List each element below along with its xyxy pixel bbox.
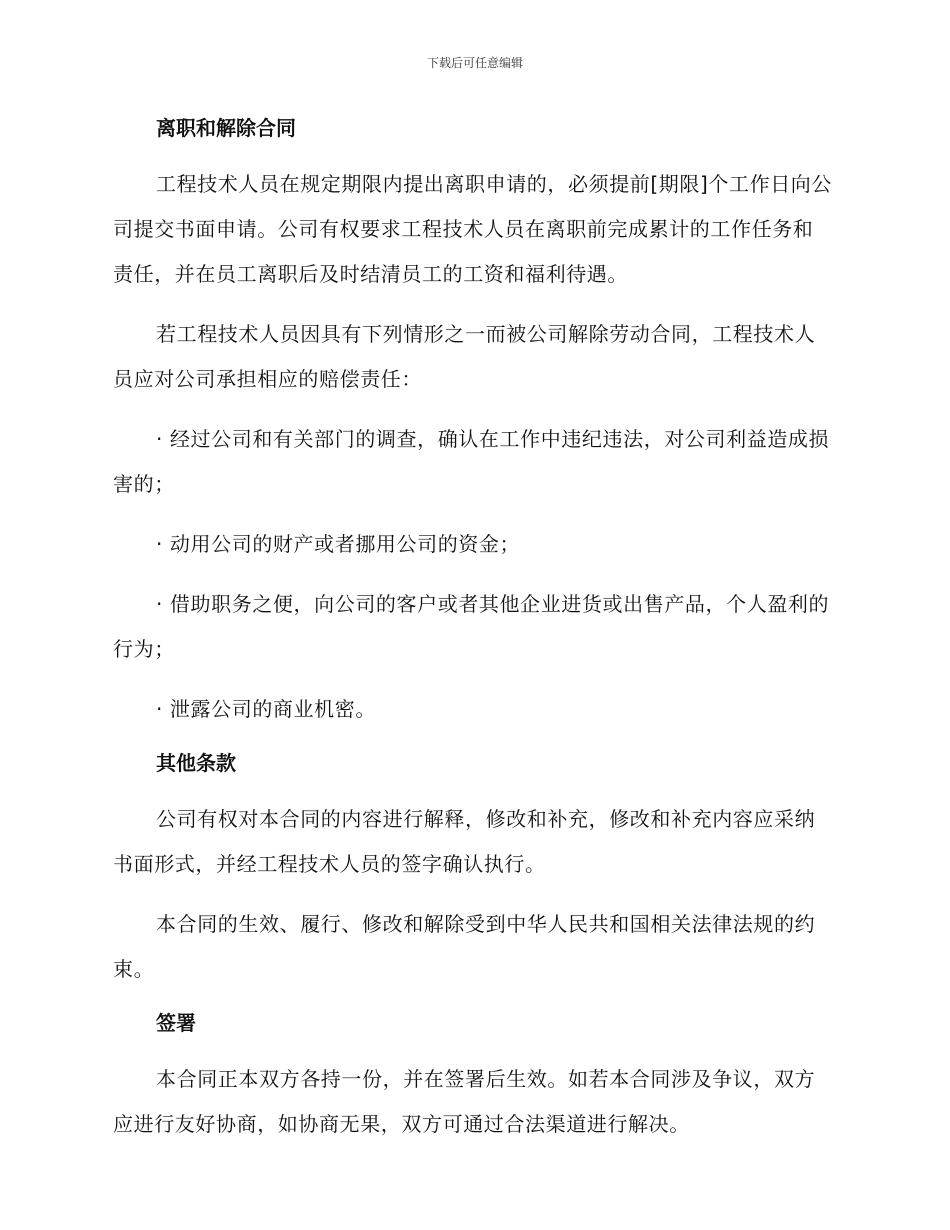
document-body bbox=[113, 112, 833, 1162]
section-heading: 签署 bbox=[156, 1011, 196, 1035]
paragraph: 本合同正本双方各持一份，并在签署后生效。如若本合同涉及争议，双方应进行友好协商，如协商无果，双方可通过合法渠道进行解决。 bbox=[113, 1067, 816, 1136]
section-heading: 其他条款 bbox=[156, 751, 236, 775]
section-heading: 离职和解除合同 bbox=[156, 116, 296, 140]
bullet-item: · 借助职务之便，向公司的客户或者其他企业进货或出售产品，个人盈利的行为； bbox=[113, 592, 830, 661]
section-other-terms bbox=[113, 747, 833, 992]
paragraph: 若工程技术人员因具有下列情形之一而被公司解除劳动合同，工程技术人员应对公司承担相应的赔偿责任： bbox=[113, 322, 816, 391]
paragraph: 公司有权对本合同的内容进行解释，修改和补充，修改和补充内容应采纳书面形式，并经工程技术人员的签字确认执行。 bbox=[113, 807, 816, 876]
paragraph: 工程技术人员在规定期限内提出离职申请的，必须提前[期限]个工作日向公司提交书面申请。公司有权要求工程技术人员在离职前完成累计的工作任务和责任，并在员工离职后及时结清员工的工资和福利待遇。 bbox=[113, 172, 833, 286]
section-signature bbox=[113, 1007, 833, 1147]
section-resignation bbox=[113, 112, 833, 732]
paragraph: 本合同的生效、履行、修改和解除受到中华人民共和国相关法律法规的约束。 bbox=[113, 912, 816, 981]
bullet-item: · 动用公司的财产或者挪用公司的资金； bbox=[156, 532, 521, 556]
page-header: 下载后可任意编辑 bbox=[426, 56, 523, 70]
bullet-item: · 经过公司和有关部门的调查，确认在工作中违纪违法，对公司利益造成损害的； bbox=[113, 427, 830, 496]
bullet-item: · 泄露公司的商业机密。 bbox=[156, 697, 376, 721]
